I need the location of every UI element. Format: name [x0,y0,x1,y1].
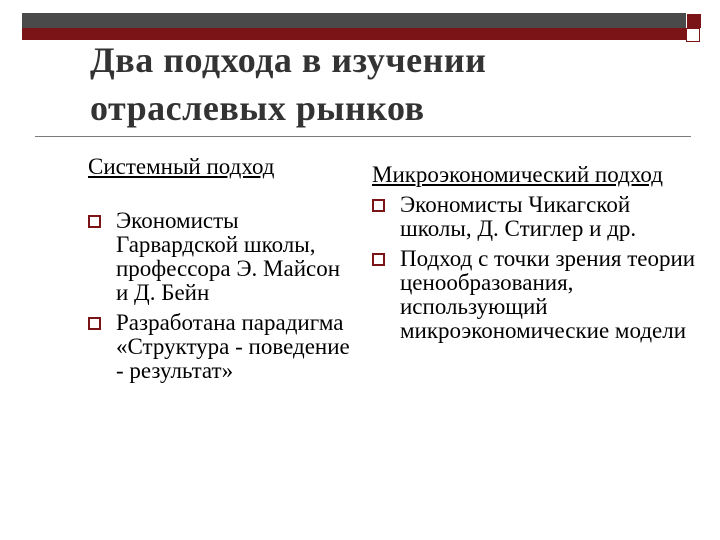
bullet-text: Подход с точки зрения теории ценообразования, использующий микроэкономические модели [400,246,696,343]
right-bullet-list [372,193,702,343]
hollow-square-icon [88,215,101,228]
list-item [88,311,358,383]
hollow-square-icon [88,317,101,330]
list-item [372,247,702,343]
list-item [372,193,702,241]
right-column [372,163,702,349]
hollow-square-icon [372,253,385,266]
slide-title: Два подхода в изучении отраслевых рынков [90,40,487,128]
corner-square-outline-icon [686,28,700,42]
right-heading: Микроэкономический подход [372,162,663,187]
bullet-text: Разработана парадигма «Структура - поведение - результат» [116,310,350,383]
hollow-square-icon [372,199,385,212]
title-divider [35,136,691,137]
left-column [88,155,358,389]
corner-square-icon [686,13,702,29]
bullet-text: Экономисты Гарвардской школы, профессора Э. Майсон и Д. Бейн [116,208,341,305]
list-item [88,209,358,305]
header-bar-dark [22,13,688,28]
bullet-text: Экономисты Чикагской школы, Д. Стиглер и др. [400,192,637,241]
left-bullet-list [88,209,358,383]
left-heading: Системный подход [88,154,275,179]
